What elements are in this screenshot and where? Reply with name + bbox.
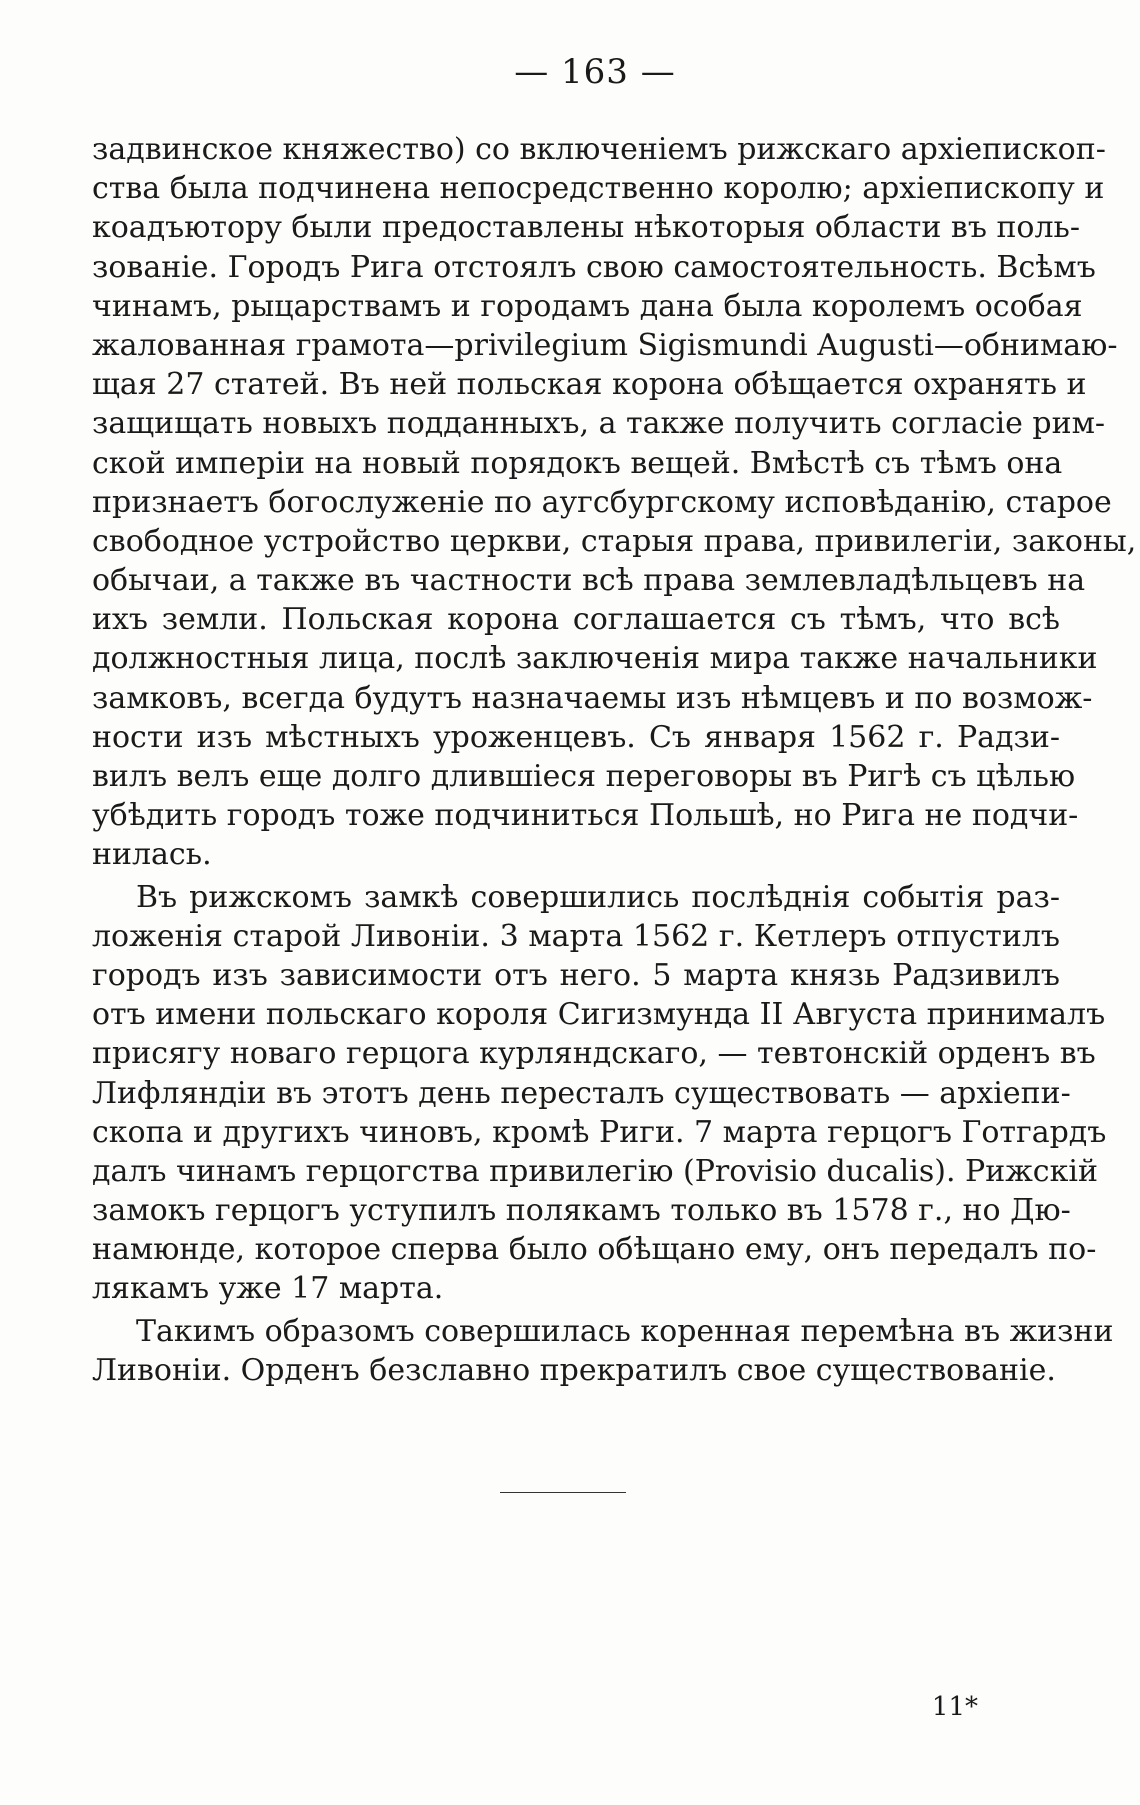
text-line: Лифляндiи въ этотъ день пересталъ существовать — архiепи- [92,1075,1071,1111]
end-rule [500,1492,626,1493]
text-line: намюнде, которое сперва было обѣщано ему, онъ передалъ по- [92,1232,1097,1268]
text-line: ихъ земли. Польская корона соглашается съ тѣмъ, что всѣ [92,602,1060,638]
text-line: ложенiя старой Ливонiи. 3 марта 1562 г. Кетлеръ отпустилъ [92,918,1060,954]
text-line: лякамъ уже 17 марта. [92,1271,444,1307]
text-line: жалованная грамота—privilegium Sigismundi Augusti—обнимаю- [92,327,1118,363]
text-line: свободное устройство церкви, старыя права, привилегiи, законы, [92,523,1137,559]
text-line: зованiе. Городъ Рига отстоялъ свою самостоятельность. Всѣмъ [92,249,1096,285]
text-line: Такимъ образомъ совершилась коренная перемѣна въ жизни [136,1313,1114,1349]
text-line: городъ изъ зависимости отъ него. 5 марта князь Радзивилъ [92,957,1060,993]
text-line: убѣдить городъ тоже подчиниться Польшѣ, но Рига не подчи- [92,798,1079,834]
text-line: ства была подчинена непосредственно королю; архiепископу и [92,171,1105,207]
text-line: нилась. [92,837,212,873]
text-line: защищать новыхъ подданныхъ, а также получить согласiе рим- [92,406,1106,442]
paragraph [92,1312,1114,1390]
body-text [92,130,1137,1390]
text-line: признаетъ богослуженiе по аугсбургскому исповѣданiю, старое [92,484,1112,520]
paragraph [92,130,1137,875]
text-line: должностныя лица, послѣ заключенiя мира также начальники [92,641,1098,677]
text-line: замковъ, всегда будутъ назначаемы изъ нѣмцевъ и по возмож- [92,680,1093,716]
signature-mark: 11* [931,1692,978,1722]
text-line: вилъ велъ еще долго длившiеся переговоры въ Ригѣ съ цѣлью [92,759,1076,794]
text-line: далъ чинамъ герцогства привилегiю (Provisio ducalis). Рижскiй [92,1153,1098,1189]
text-line: отъ имени польскаго короля Сигизмунда II Августа принималъ [92,997,1106,1033]
text-line: ности изъ мѣстныхъ уроженцевъ. Съ января 1562 г. Радзи- [92,719,1060,755]
text-line: чинамъ, рыцарствамъ и городамъ дана была королемъ особая [92,288,1083,324]
text-line: коадъютору были предоставлены нѣкоторыя области въ поль- [92,210,1081,246]
text-line: задвинское княжество) со включенiемъ рижскаго архiепископ- [92,132,1106,167]
text-line: ской имперiи на новый порядокъ вещей. Вмѣстѣ съ тѣмъ она [92,445,1063,481]
text-line: Ливонiи. Орденъ безславно прекратилъ свое существованiе. [92,1352,1056,1388]
text-line: замокъ герцогъ уступилъ полякамъ только въ 1578 г., но Дю- [92,1193,1071,1229]
text-line: скопа и другихъ чиновъ, кромѣ Риги. 7 марта герцогъ Готгардъ [92,1114,1107,1150]
text-line: Въ рижскомъ замкѣ совершились послѣднiя событiя раз- [136,879,1060,915]
text-line: присягу новаго герцога курляндскаго, — тевтонскiй орденъ въ [92,1036,1096,1072]
text-line: обычаи, а также въ частности всѣ права землевладѣльцевъ на [92,563,1086,599]
paragraph [92,878,1107,1309]
text-line: щая 27 статей. Въ ней польская корона обѣщается охранять и [92,367,1087,403]
page-number: — 163 — [514,52,676,92]
